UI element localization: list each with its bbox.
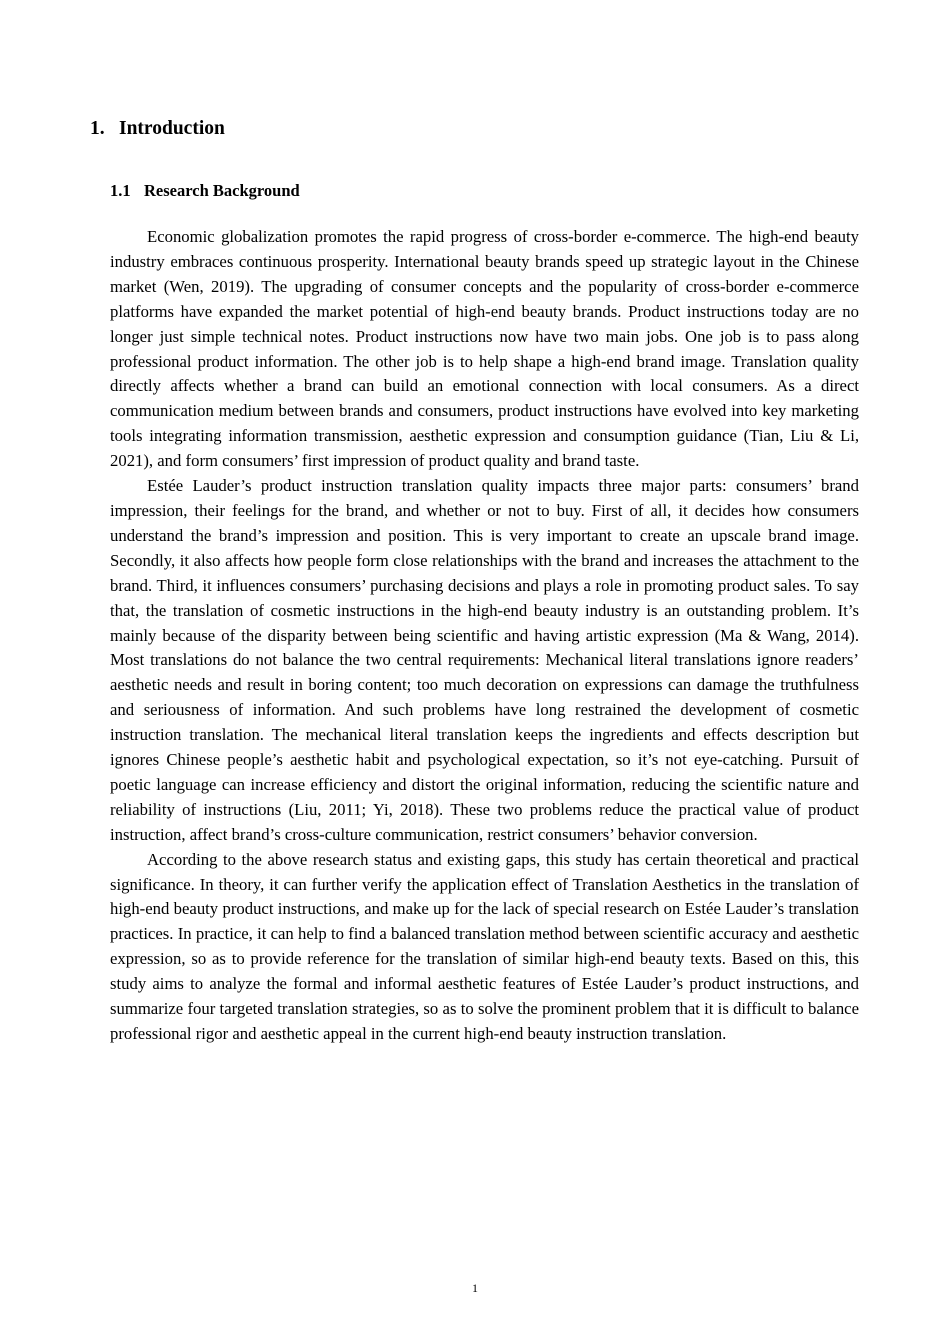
page-number: 1 xyxy=(472,1281,478,1295)
paragraph-2: Estée Lauder’s product instruction translation quality impacts three major parts: consumers’ brand impression, their feelings for the brand, and whether or not to buy. First of all, it decides how consumers understand the brand’s impression and position. This is very important to create an upscale brand image. Secondly, it also affects how people form close relationships with the brand and increases the attachment to the brand. Third, it influences consumers’ purchasing decisions and plays a role in promoting product sales. To say that, the translation of cosmetic instructions in the high-end beauty industry is an outstanding problem. It’s mainly because of the disparity between being scientific and having artistic expression (Ma & Wang, 2014). Most translations do not balance the two central requirements: Mechanical literal translations ignore readers’ aesthetic needs and result in boring content; too much decoration on expressions can damage the truthfulness and seriousness of information. And such problems have long restrained the development of cosmetic instruction translation. The mechanical literal translation keeps the ingredients and effects description but ignores Chinese people’s aesthetic habit and psychological expectation, so it’s not eye-catching. Pursuit of poetic language can increase efficiency and distort the original information, reducing the scientific nature and reliability of instructions (Liu, 2011; Yi, 2018). These two problems reduce the practical value of product instruction, affect brand’s cross-culture communication, restrict consumers’ behavior conversion. xyxy=(110,476,859,844)
paragraph-1: Economic globalization promotes the rapid progress of cross-border e-commerce. The high-end beauty industry embraces continuous prosperity. International beauty brands speed up strategic layout in the Chinese market (Wen, 2019). The upgrading of consumer concepts and the popularity of cross-border e-commerce platforms have expanded the market potential of high-end beauty brands. Product instructions today are no longer just simple technical notes. Product instructions now have two main jobs. One job is to pass along professional product information. The other job is to help shape a high-end brand image. Translation quality directly affects whether a brand can build an emotional connection with local consumers. As a direct communication medium between brands and consumers, product instructions have evolved into key marketing tools integrating information transmission, aesthetic expression and consumption guidance (Tian, Liu & Li, 2021), and form consumers’ first impression of product quality and brand taste. xyxy=(110,227,859,471)
section-title: Introduction xyxy=(119,118,225,139)
subsection-heading xyxy=(110,180,300,202)
paragraph-3: According to the above research status and existing gaps, this study has certain theoretical and practical significance. In theory, it can further verify the application effect of Translation Aesthetics in the translation of high-end beauty product instructions, and make up for the lack of special research on Estée Lauder’s translation practices. In practice, it can help to find a balanced translation method between scientific accuracy and aesthetic expression, so as to provide reference for the translation of similar high-end beauty texts. Based on this, this study aims to analyze the formal and informal aesthetic features of Estée Lauder’s product instructions, and summarize four targeted translation strategies, so as to solve the prominent problem that it is difficult to balance professional rigor and aesthetic appeal in the current high-end beauty instruction translation. xyxy=(110,849,859,1043)
section-heading xyxy=(90,116,225,142)
subsection-number: 1.1 xyxy=(110,181,131,200)
body-text xyxy=(110,225,859,1047)
section-number: 1. xyxy=(90,118,105,139)
subsection-title: Research Background xyxy=(144,181,300,200)
